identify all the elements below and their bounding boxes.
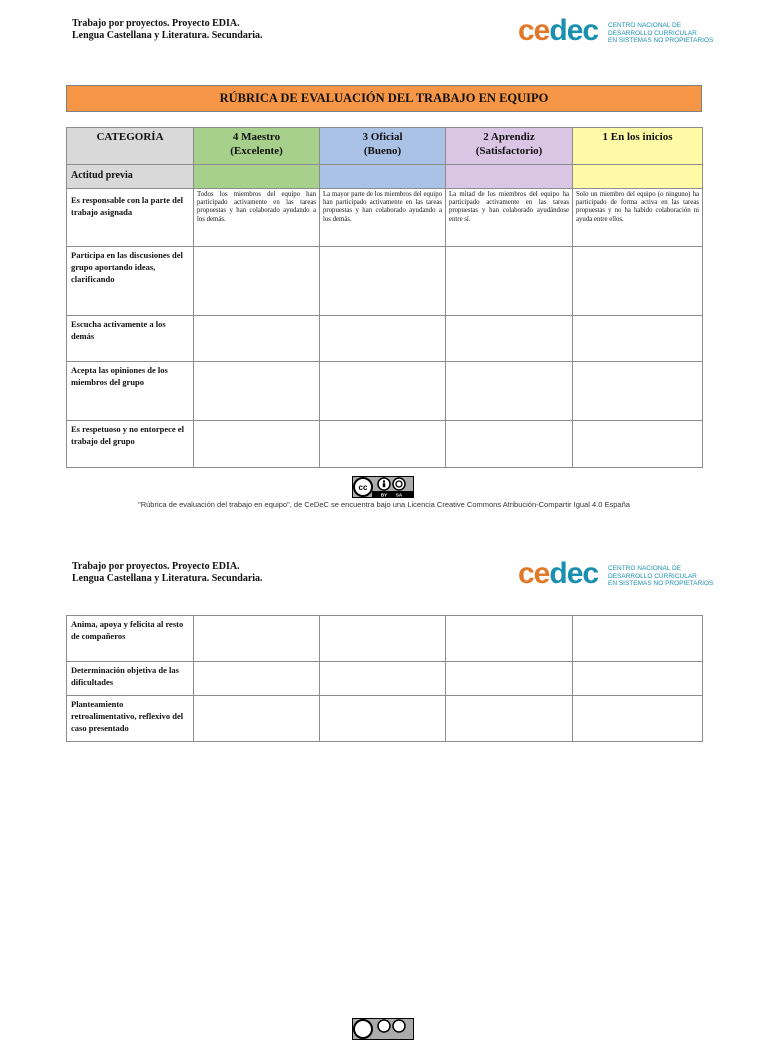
row-cell: [446, 616, 573, 662]
row-cell: [320, 421, 446, 468]
logo-sub-2: DESARROLLO CURRICULAR: [608, 572, 697, 580]
row-cell: [446, 421, 573, 468]
row-cell: [573, 421, 703, 468]
level-2-title: 2 Aprendiz: [483, 131, 535, 143]
level-4-header: [194, 128, 320, 165]
row-cell: [573, 316, 703, 362]
table-row: [67, 662, 703, 696]
section-row: [67, 165, 703, 189]
table-row: [67, 362, 703, 421]
row-cell: [573, 247, 703, 316]
row-cell: [446, 662, 573, 696]
table-row: [67, 316, 703, 362]
level-4-subtitle: (Excelente): [230, 145, 283, 157]
table-row: [67, 247, 703, 316]
row-category: [67, 421, 194, 468]
row-category: [67, 247, 194, 316]
row-category-text: Participa en las discusiones del grupo aportando ideas, clarificando: [71, 250, 183, 284]
row-cell: [194, 696, 320, 742]
row-category-text: Planteamiento retroalimentativo, reflexivo del caso presentado: [71, 699, 184, 733]
header-line-1: Trabajo por proyectos. Proyecto EDIA.: [72, 18, 240, 29]
row-cell: [446, 362, 573, 421]
category-header: [67, 128, 194, 165]
level-1-title: 1 En los inicios: [602, 131, 673, 143]
row-category-text: Es respetuoso y no entorpece el trabajo del grupo: [71, 424, 184, 446]
row-desc-1: Solo un miembro del equipo (o ninguno) ha participado de forma activa en las tareas propuestas y no ha habido colaboración ni ayuda entre ellos.: [573, 189, 703, 247]
row-cell: [194, 316, 320, 362]
row-cell: [194, 362, 320, 421]
table-row: [67, 616, 703, 662]
page-header: [72, 18, 263, 42]
section-label-text: Actitud previa: [71, 170, 133, 181]
row-cell: [573, 696, 703, 742]
row-category: [67, 189, 194, 247]
row-category-text: Anima, apoya y felicita al resto de compañeros: [71, 619, 184, 641]
section-cell-3: [320, 165, 446, 189]
table-row: [67, 696, 703, 742]
row-cell: [446, 316, 573, 362]
logo-word-part2: dec: [549, 557, 599, 590]
creative-commons-icon-2[interactable]: [352, 1018, 414, 1040]
svg-text:cc: cc: [358, 483, 368, 492]
table-row: [67, 189, 703, 247]
row-category-text: Acepta las opiniones de los miembros del grupo: [71, 365, 168, 387]
section-cell-4: [194, 165, 320, 189]
level-2-header: [446, 128, 573, 165]
row-desc-2: La mitad de los miembros del equipo ha participado activamente en las tareas propuestas y han colaborado ayudándose entre sí.: [446, 189, 573, 247]
row-desc-4: Todos los miembros del equipo han participado activamente en las tareas propuestas y han colaborado ayudando a los demás.: [194, 189, 320, 247]
section-label: [67, 165, 194, 189]
row-desc-3: La mayor parte de los miembros del equipo han participado activamente en las tareas propuestas y han colaborado ayudando a los demás.: [320, 189, 446, 247]
rubric-title: RÚBRICA DE EVALUACIÓN DEL TRABAJO EN EQUIPO: [66, 85, 702, 112]
category-header-label: CATEGORÍA: [96, 131, 164, 143]
row-cell: [320, 662, 446, 696]
row-cell: [320, 247, 446, 316]
level-4-title: 4 Maestro: [232, 131, 281, 143]
row-cell: [573, 616, 703, 662]
header-line-2: Lengua Castellana y Literatura. Secundaria.: [72, 30, 263, 41]
logo-sub-3: EN SISTEMAS NO PROPIETARIOS: [608, 580, 714, 587]
logo-sub-2: DESARROLLO CURRICULAR: [608, 29, 697, 37]
row-cell: [320, 616, 446, 662]
cc-by-label: BY: [380, 492, 388, 498]
logo-subtitle: [608, 565, 713, 588]
row-cell: [194, 247, 320, 316]
license-text: "Rúbrica de evaluación del trabajo en equipo", de CeDeC se encuentra bajo una Licencia Creative Commons Atribución-Compartir Igual 4.0 España: [138, 500, 630, 509]
row-cell: [320, 362, 446, 421]
logo-subtitle: [608, 22, 713, 45]
logo-word-part1: ce: [518, 14, 550, 47]
row-cell: [573, 662, 703, 696]
section-cell-1: [573, 165, 703, 189]
level-1-header: [573, 128, 703, 165]
row-category: [67, 316, 194, 362]
section-cell-2: [446, 165, 573, 189]
row-cell: [446, 696, 573, 742]
rubric-table: [66, 127, 703, 468]
row-category-text: Es responsable con la parte del trabajo asignada: [71, 195, 184, 217]
row-category: [67, 616, 194, 662]
row-category: [67, 662, 194, 696]
header-row: [67, 128, 703, 165]
rubric-table-continued: [66, 615, 703, 742]
cc-sa-label: SA: [395, 492, 403, 498]
row-cell: [320, 316, 446, 362]
row-cell: [194, 421, 320, 468]
row-cell: [320, 696, 446, 742]
logo-sub-1: CENTRO NACIONAL DE: [608, 22, 682, 29]
row-cell: [573, 362, 703, 421]
row-cell: [194, 616, 320, 662]
row-category: [67, 362, 194, 421]
logo-sub-3: EN SISTEMAS NO PROPIETARIOS: [608, 37, 714, 44]
row-cell: [446, 247, 573, 316]
header-line-1: Trabajo por proyectos. Proyecto EDIA.: [72, 561, 240, 572]
cedec-logo: [518, 14, 718, 48]
row-category-text: Determinación objetiva de las dificultades: [71, 665, 179, 687]
page-header-2: [72, 561, 263, 585]
header-line-2: Lengua Castellana y Literatura. Secundaria.: [72, 573, 263, 584]
level-3-header: [320, 128, 446, 165]
logo-word-part1: ce: [518, 557, 550, 590]
level-2-subtitle: (Satisfactorio): [475, 145, 543, 157]
table-row: [67, 421, 703, 468]
level-3-subtitle: (Bueno): [363, 145, 402, 157]
row-category: [67, 696, 194, 742]
logo-word-part2: dec: [549, 14, 599, 47]
row-category-text: Escucha activamente a los demás: [71, 319, 166, 341]
row-cell: [194, 662, 320, 696]
cedec-logo: [518, 557, 718, 591]
creative-commons-icon[interactable]: [352, 476, 414, 498]
level-3-title: 3 Oficial: [362, 131, 403, 143]
logo-sub-1: CENTRO NACIONAL DE: [608, 565, 682, 572]
